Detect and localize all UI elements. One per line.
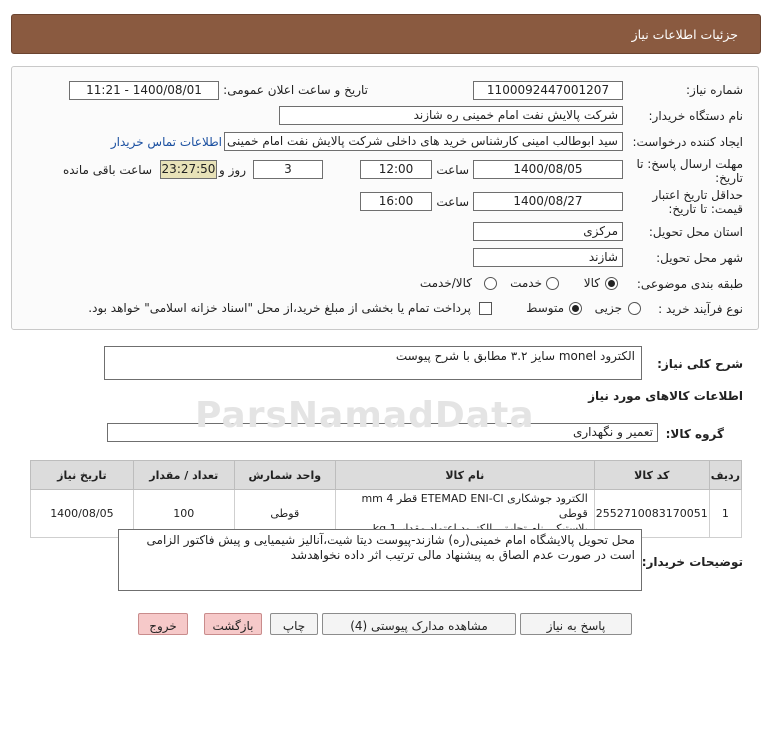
deadline-label-line1: مهلت ارسال پاسخ: تا [636,157,743,171]
city-field: شازند [473,248,623,267]
col-unit: واحد شمارش [234,461,335,490]
requester-label: ایجاد کننده درخواست: [632,135,743,149]
buyer-notes-label: توضیحات خریدار: [641,555,743,569]
page-title: جزئیات اطلاعات نیاز [631,27,738,42]
buyer-org-label: نام دستگاه خریدار: [648,109,743,123]
category-goods-radio[interactable] [605,277,618,290]
validity-label-line2: قیمت: تا تاریخ: [668,202,743,216]
requester-field: سید ابوطالب امینی کارشناس خرید های داخلی شرکت پالایش نفت امام خمینی [224,132,623,151]
remaining-time-label: ساعت باقی مانده [62,163,152,177]
validity-time-field: 16:00 [360,192,432,211]
category-goods-label: کالا [583,276,600,290]
category-service-radio[interactable] [546,277,559,290]
goods-table [30,460,742,538]
deadline-time-label: ساعت [436,163,469,177]
cell-qty: 100 [133,490,234,538]
back-button[interactable]: بازگشت [204,613,262,635]
validity-date-field: 1400/08/27 [473,192,623,211]
cell-date: 1400/08/05 [31,490,134,538]
days-label: روز و [219,163,246,177]
process-medium-label: متوسط [526,301,564,315]
buyer-org-field: شرکت پالایش نفت امام خمینی ره شازند [279,106,623,125]
days-field: 3 [253,160,323,179]
page-header [11,14,761,54]
cell-row: 1 [709,490,741,538]
validity-label-line1: حداقل تاریخ اعتبار [652,188,743,202]
col-name: نام کالا [335,461,594,490]
buyer-notes-text: محل تحویل پالایشگاه امام خمینی(ره) شازند-پیوست دیتا شیت،آنالیز شیمیایی و پیش فاکتور الزامی است در صورت عدم الصاق به پیشنهاد مالی ترتیب اثر داده نخواهدشد [146,533,635,562]
process-medium-radio[interactable] [569,302,582,315]
remaining-time-field: 23:27:50 [160,160,217,179]
category-label: طبقه بندی موضوعی: [636,277,743,291]
goods-section-title: اطلاعات کالاهای مورد نیاز [588,389,743,403]
col-qty: تعداد / مقدار [133,461,234,490]
print-button[interactable]: چاپ [270,613,318,635]
province-field: مرکزی [473,222,623,241]
col-date: تاریخ نیاز [31,461,134,490]
view-attachments-button[interactable]: مشاهده مدارک پیوستی (4) [322,613,516,635]
buyer-notes-box [118,529,642,591]
process-type-label: نوع فرآیند خرید : [658,302,743,316]
cell-unit: قوطی [234,490,335,538]
process-minor-radio[interactable] [628,302,641,315]
announce-date-label: تاریخ و ساعت اعلان عمومی: [223,83,368,97]
summary-box [104,346,642,380]
category-service-label: خدمت [510,276,542,290]
goods-table-header [31,461,742,490]
treasury-payment-note: پرداخت تمام یا بخشی از مبلغ خرید،از محل "اسناد خزانه اسلامی" خواهد بود. [88,301,471,315]
deadline-label-line2: تاریخ: [715,171,743,185]
goods-group-label: گروه کالا: [665,427,724,441]
process-minor-label: جزیی [594,301,622,315]
treasury-payment-checkbox[interactable] [479,302,492,315]
summary-label: شرح کلی نیاز: [657,357,743,371]
city-label: شهر محل تحویل: [656,251,743,265]
need-number-label: شماره نیاز: [686,83,743,97]
validity-time-label: ساعت [436,195,469,209]
category-goods-service-label: کالا/خدمت [419,276,472,290]
summary-text: الکترود monel سایز ۳.۲ مطابق با شرح پیوست [395,349,635,363]
col-code: کد کالا [594,461,709,490]
deadline-time-field: 12:00 [360,160,432,179]
category-goods-service-radio[interactable] [484,277,497,290]
reply-button[interactable]: پاسخ به نیاز [520,613,632,635]
cell-code: 2552710083170051 [594,490,709,538]
announce-date-field: 1400/08/01 - 11:21 [69,81,219,100]
need-number-field: 1100092447001207 [473,81,623,100]
watermark: ParsNamadData [195,395,535,436]
deadline-date-field: 1400/08/05 [473,160,623,179]
cell-name-line1: الکترود جوشکاری ETEMAD ENI-CI قطر 4 mm قوطی [361,492,588,520]
province-label: استان محل تحویل: [648,225,743,239]
buyer-contact-link[interactable]: اطلاعات تماس خریدار [110,135,222,149]
exit-button[interactable]: خروج [138,613,188,635]
goods-group-field: تعمیر و نگهداری [107,423,658,442]
col-row: ردیف [709,461,741,490]
